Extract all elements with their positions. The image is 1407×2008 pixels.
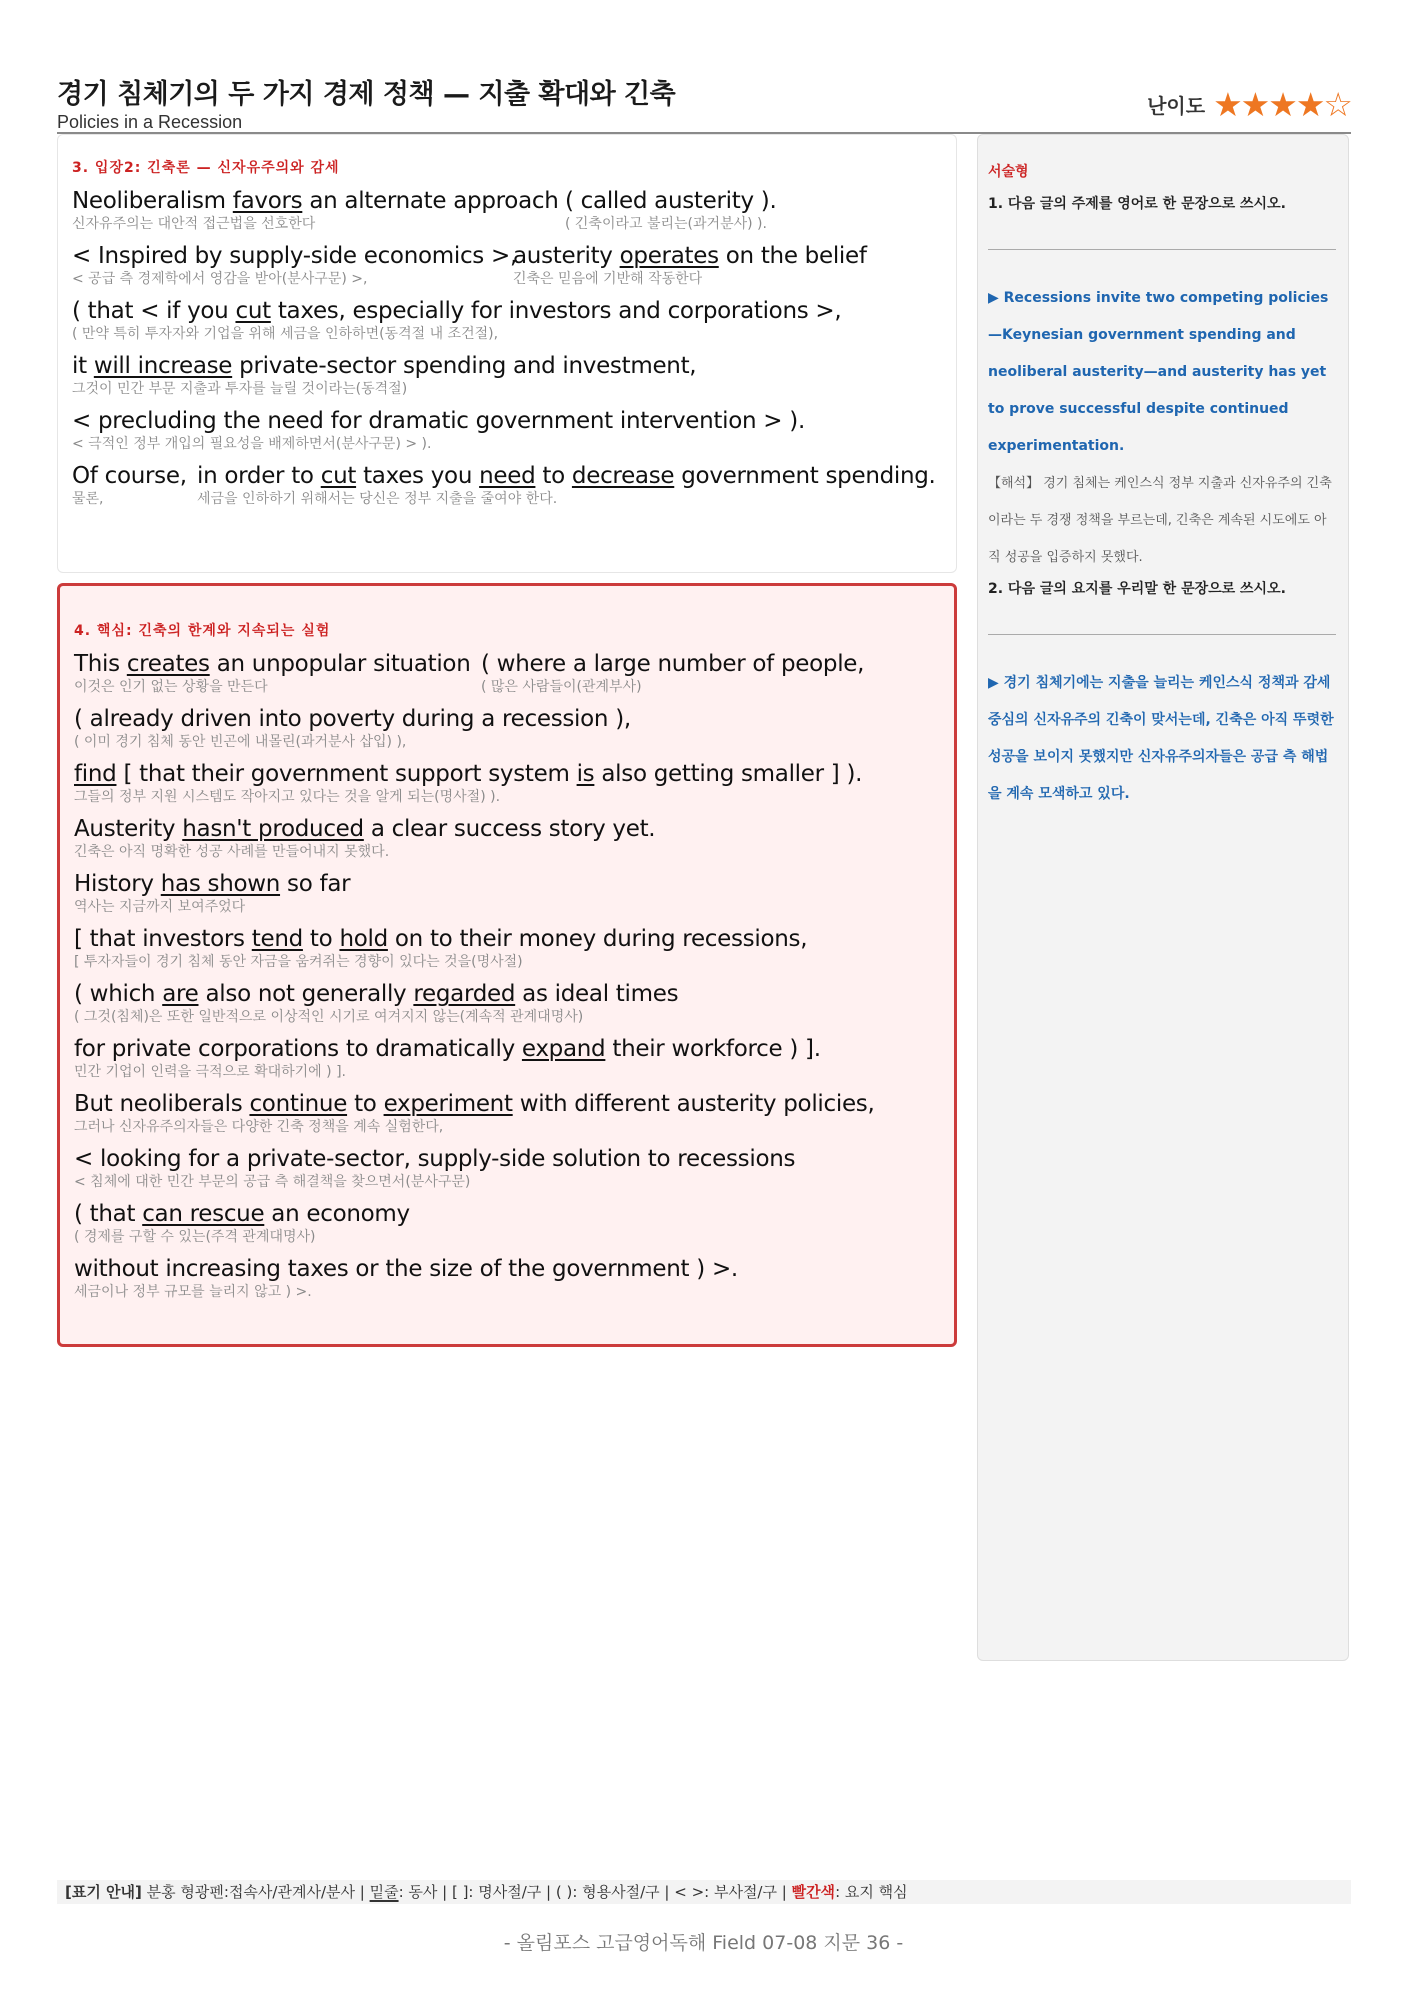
verb-underline: is [576, 761, 595, 787]
korean-gloss: < 침체에 대한 민간 부문의 공급 측 해결책을 찾으면서(분사구문) [74, 1174, 471, 1190]
verb-underline: hold [339, 926, 388, 952]
verb-underline: creates [126, 651, 210, 677]
verb-underline: can rescue [142, 1201, 265, 1227]
sentence-row [74, 760, 942, 806]
sentence-row [72, 407, 944, 453]
page-header [57, 70, 1351, 134]
korean-gloss: 긴축은 믿음에 기반해 작동한다 [513, 271, 703, 287]
verb-underline: favors [232, 188, 303, 214]
difficulty-label: 난이도 [1147, 94, 1206, 118]
english-line: ( already driven into poverty during a recession ), [74, 706, 631, 732]
sentence-row [72, 297, 944, 343]
english-line: Neoliberalism favors an alternate approach [72, 188, 559, 214]
verb-underline: experiment [383, 1091, 513, 1117]
verb-underline: will increase [93, 353, 233, 379]
english-line: But neoliberals continue to experiment with different austerity policies, [74, 1091, 875, 1117]
verb-underline: has shown [160, 871, 281, 897]
page-footer: - 올림포스 고급영어독해 Field 07-08 지문 36 - [503, 1932, 904, 1954]
page-subtitle: Policies in a Recession [57, 112, 243, 132]
english-line: ( called austerity ). [565, 188, 777, 214]
sentence-row [74, 870, 942, 916]
sentence-row [74, 1200, 942, 1246]
sentence-row [74, 650, 942, 696]
main-content [57, 134, 957, 1347]
english-line: find [ that their government support system is also getting smaller ] ). [74, 761, 863, 787]
difficulty-rating [1147, 85, 1351, 124]
english-line: History has shown so far [74, 871, 351, 897]
korean-gloss: ( 만약 특히 투자자와 기업을 위해 세금을 인하하면(동격절 내 조건절), [72, 326, 499, 342]
verb-underline: need [479, 463, 536, 489]
sentence-row [74, 1090, 942, 1136]
sentence-row [72, 187, 944, 233]
korean-gloss: < 공급 측 경제학에서 영감을 받아(분사구문) >, [72, 271, 368, 287]
korean-gloss: [ 투자자들이 경기 침체 동안 자금을 움켜쥐는 경향이 있다는 것을(명사절) [74, 954, 523, 970]
answer-2: ▶ 경기 침체기에는 지출을 늘리는 케인스식 정책과 감세 중심의 신자유주의 긴축이 맞서는데, 긴축은 아직 뚜렷한 성공을 보이지 못했지만 신자유주의자들은 공급 측 해법을 계속 모색하고 있다. [988, 675, 1334, 802]
korean-gloss: 신자유주의는 대안적 접근법을 선호한다 [72, 216, 316, 232]
sentence-row [74, 925, 942, 971]
sentence-row [74, 980, 942, 1026]
korean-gloss: ( 그것(침체)은 또한 일반적으로 이상적인 시기로 여겨지지 않는(계속적 관계대명사) [74, 1009, 584, 1025]
verb-underline: cut [235, 298, 271, 324]
verb-underline: find [74, 761, 117, 787]
english-line: it will increase private-sector spending and investment, [72, 353, 697, 379]
english-line: without increasing taxes or the size of the government ) >. [74, 1256, 738, 1282]
english-line: in order to cut taxes you need to decrease government spending. [197, 463, 936, 489]
korean-gloss: ( 경제를 구할 수 있는(주격 관계대명사) [74, 1229, 316, 1245]
answer-line [988, 249, 1336, 250]
verb-underline: regarded [413, 981, 516, 1007]
korean-gloss: ( 이미 경기 침체 동안 빈곤에 내몰린(과거분사 삽입) ), [74, 734, 407, 750]
sentence-row [72, 462, 944, 508]
korean-gloss: < 극적인 정부 개입의 필요성을 배제하면서(분사구문) > ). [72, 436, 432, 452]
korean-gloss: 그것이 민간 부문 지출과 투자를 늘릴 것이라는(동격절) [72, 381, 408, 397]
notation-legend: [표기 안내] 분홍 형광펜:접속사/관계사/분사 | 밑줄: 동사 | [ ]: 명사절/구 | ( ): 형용사절/구 | < >: 부사절/구 | 빨간색: 요지 핵심 [57, 1880, 1351, 1904]
section-4-highlight-box [57, 583, 957, 1347]
legend-label: [표기 안내] [65, 1883, 142, 1901]
section-4-heading: 4. 핵심: 긴축의 한계와 지속되는 실험 [74, 623, 331, 639]
answer-line [988, 634, 1336, 635]
answer-1: ▶ Recessions invite two competing policies—Keynesian government spending and neoliberal austerity—and austerity has yet to prove successful despite continued experimentation. [988, 290, 1329, 454]
verb-underline: decrease [571, 463, 675, 489]
verb-underline: hasn't produced [182, 816, 364, 842]
sentence-row [74, 1255, 942, 1301]
english-line: ( where a large number of people, [481, 651, 865, 677]
english-line: < looking for a private-sector, supply-side solution to recessions [74, 1146, 796, 1172]
verb-underline: are [162, 981, 199, 1007]
verb-underline: continue [249, 1091, 348, 1117]
answer-1-explanation: 【해석】 경기 침체는 케인스식 정부 지출과 신자유주의 긴축이라는 두 경쟁 정책을 부르는데, 긴축은 계속된 시도에도 아직 성공을 입증하지 못했다. [988, 476, 1332, 565]
english-line: < Inspired by supply-side economics >, [72, 243, 517, 269]
english-line: ( that can rescue an economy [74, 1201, 410, 1227]
korean-gloss: ( 많은 사람들이(관계부사) [481, 679, 642, 695]
section-3-heading: 3. 입장2: 긴축론 — 신자유주의와 감세 [72, 160, 340, 176]
page-title: 경기 침체기의 두 가지 경제 정책 — 지출 확대와 긴축 [57, 79, 676, 110]
korean-gloss: 민간 기업이 인력을 극적으로 확대하기에 ) ]. [74, 1064, 346, 1080]
english-line: ( that < if you cut taxes, especially for investors and corporations >, [72, 298, 842, 324]
korean-gloss: 긴축은 아직 명확한 성공 사례를 만들어내지 못했다. [74, 844, 390, 860]
sentence-row [72, 242, 944, 288]
korean-gloss: 그들의 정부 지원 시스템도 작아지고 있다는 것을 알게 되는(명사절) ). [74, 789, 501, 805]
korean-gloss: ( 긴축이라고 불리는(과거분사) ). [565, 216, 767, 232]
korean-gloss: 물론, [72, 491, 104, 507]
korean-gloss: 그러나 신자유주의자들은 다양한 긴축 정책을 계속 실험한다, [74, 1119, 444, 1135]
sentence-row [72, 352, 944, 398]
verb-underline: tend [251, 926, 303, 952]
english-line: Austerity hasn't produced a clear success story yet. [74, 816, 656, 842]
verb-underline: operates [619, 243, 719, 269]
english-line: This creates an unpopular situation [74, 651, 471, 677]
answer-sidebar [977, 134, 1349, 1661]
sentence-row [74, 1035, 942, 1081]
sidebar-label: 서술형 [988, 164, 1029, 180]
english-line: austerity operates on the belief [513, 243, 867, 269]
korean-gloss: 이것은 인기 없는 상황을 만든다 [74, 679, 268, 695]
english-line: ( which are also not generally regarded as ideal times [74, 981, 679, 1007]
question-2: 2. 다음 글의 요지를 우리말 한 문장으로 쓰시오. [988, 581, 1286, 597]
sentence-row [74, 705, 942, 751]
sentence-row [74, 1145, 942, 1191]
star-rating-icon: ★★★★☆ [1213, 85, 1351, 124]
korean-gloss: 세금이나 정부 규모를 늘리지 않고 ) >. [74, 1284, 312, 1300]
question-1: 1. 다음 글의 주제를 영어로 한 문장으로 쓰시오. [988, 196, 1286, 212]
english-line: for private corporations to dramatically expand their workforce ) ]. [74, 1036, 821, 1062]
sentence-row [74, 815, 942, 861]
english-line: [ that investors tend to hold on to their money during recessions, [74, 926, 808, 952]
korean-gloss: 세금을 인하하기 위해서는 당신은 정부 지출을 줄여야 한다. [197, 491, 558, 507]
english-line: Of course, [72, 463, 187, 489]
korean-gloss: 역사는 지금까지 보여주었다 [74, 899, 246, 915]
english-line: < precluding the need for dramatic government intervention > ). [72, 408, 805, 434]
verb-underline: cut [320, 463, 357, 489]
verb-underline: expand [521, 1036, 606, 1062]
section-3-box [57, 134, 957, 573]
